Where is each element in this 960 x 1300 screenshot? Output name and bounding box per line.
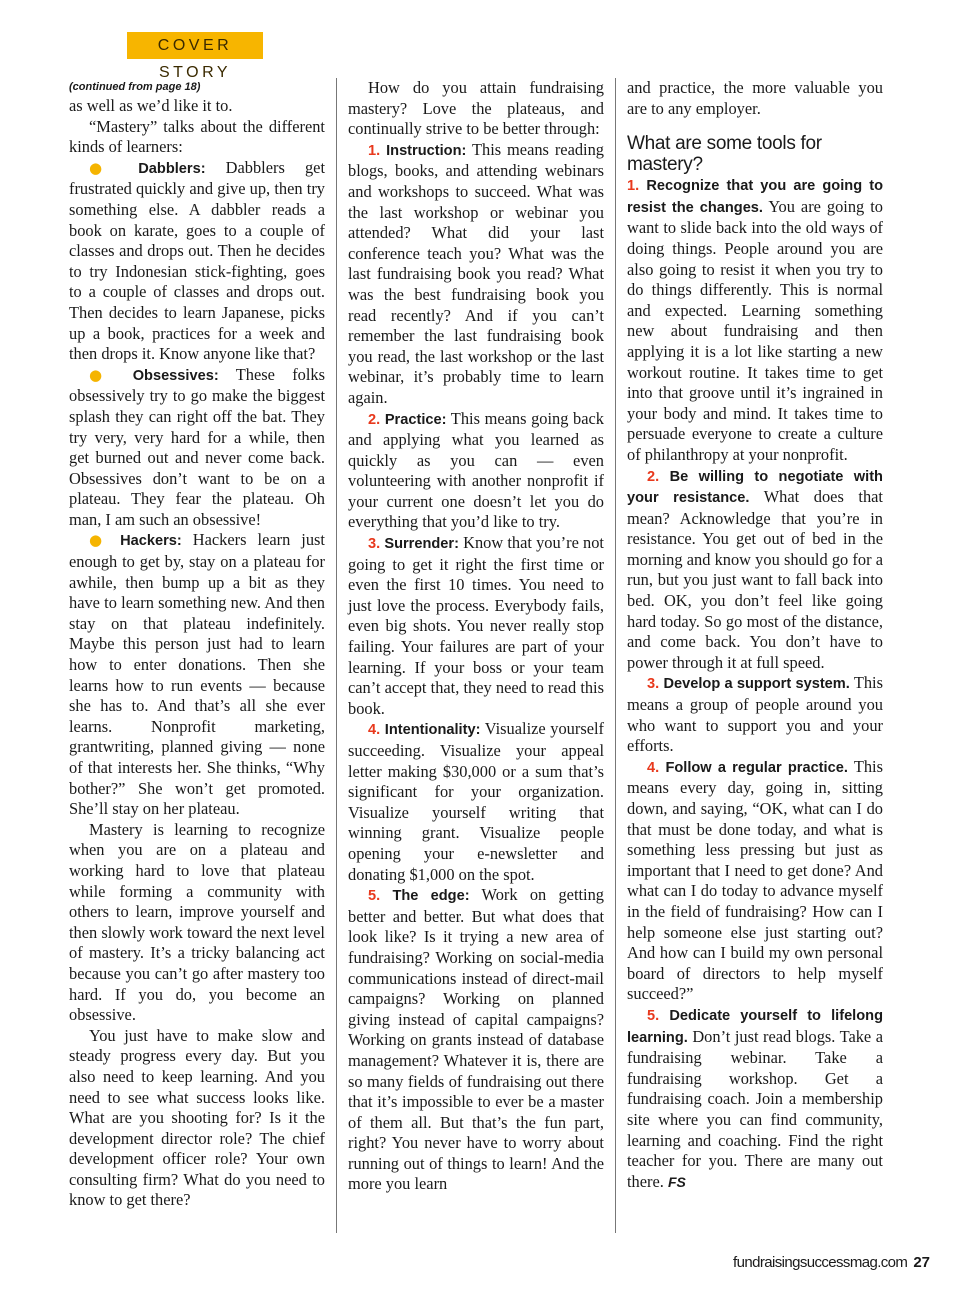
item-text: This means every day, going in, sitting down, and saying, “OK, what can I do that must be done today, and what is something less pressing but just as important that I need to get done? And what can I do today to advance myself in the field of fundraising? How can I help someone else just starting out? And how can I build my own personal board of directors to help myself succeed?” [627, 756, 883, 1004]
numbered-item [348, 533, 604, 719]
numbered-item [348, 140, 604, 409]
item-text: This means going back and applying what you learned as quickly as you can — even volunteering with another nonprofit if your current one doesn’t let you do everything that you’d like to try. [348, 408, 604, 532]
item-label: The edge: [392, 888, 470, 905]
item-label: Surrender: [384, 536, 459, 553]
section-subheading: What are some tools for mastery? [627, 133, 822, 176]
item-number: 2. [647, 468, 660, 485]
column-divider [336, 78, 337, 1233]
end-mark: FS [667, 1173, 686, 1190]
item-number: 4. [647, 759, 660, 776]
bullet-dot-icon: ● [89, 365, 116, 384]
item-number: 3. [647, 676, 660, 693]
continued-note: (continued from page 18) [69, 81, 201, 93]
item-text: What does that mean? Acknowledge that you’re in resistance. You get out of bed in the morning and know you should go for a run, but you just want to fall back into bed. OK, you don’t feel like going hard today. So go most of the distance, and come back. You don’t have to power through it at full speed. [627, 487, 883, 672]
footer-site: fundraisingsuccessmag.com [733, 1254, 908, 1271]
item-label: Be willing to negotiate with your resistance. [627, 468, 883, 507]
paragraph: as well as we’d like it to. [69, 96, 233, 115]
page-footer [733, 1254, 930, 1271]
item-label: Dedicate yourself to lifelong learning. [627, 1007, 883, 1046]
page-number: 27 [913, 1254, 930, 1271]
item-text: Work on getting better and better. But what does that look like? Is it trying a new area of fundraising? Working on social-media communications instead of direct-mail campaigns? Working on planned giving instead of capital campaigns? Working on grants instead of database management? Whatever it is, there are so many fields of fundraising out there that it’s impossible to ever be a master of them all. But that’s the fun part, right? You never have to worry about running out of things to learn! And the more you learn [348, 885, 605, 1194]
item-label: Follow a regular practice. [665, 759, 848, 776]
bullet-text: These folks obsessively try to go make the biggest splash they can right off the bat. They try very, very hard for a while, then get burned out and never come back. Obsessives don’t want to be on a plateau. They fear the plateau. Oh man, I am such an obsessive! [69, 364, 325, 529]
column-divider [615, 78, 616, 1233]
item-number: 4. [368, 722, 381, 739]
bullet-item-dabblers [69, 158, 325, 365]
numbered-item [348, 409, 604, 534]
article-column-2 [348, 78, 604, 1195]
section-banner: COVER STORY [127, 32, 263, 59]
bullet-dot-icon: ● [89, 158, 119, 177]
numbered-item [627, 175, 883, 465]
item-text: This means reading blogs, books, and attending webinars and workshops to succeed. What was the last workshop or webinar you attended? What did your last conference teach you? What was the last fundraising book you read? What was the best fundraising book you read recently? And if you can’t remember the last fundraising book you read, the last workshop or the last webinar, it’s probably time to learn again. [348, 139, 604, 407]
bullet-text: Dabblers get frustrated quickly and give up, then try something else. A dabbler reads a book on karate, goes to a couple of classes and drops out. Then he decides to try Indonesian stick-fighting, goes to a couple of classes and drops out. Then decides to learn Japanese, picks up a book, practices for a week and then drops it. Know anyone like that? [69, 157, 325, 364]
numbered-item [627, 1005, 883, 1192]
numbered-item [627, 757, 883, 1005]
bullet-item-hackers [69, 530, 325, 819]
item-number: 5. [647, 1007, 660, 1024]
numbered-item [348, 885, 604, 1195]
item-text: This means a group of people around you who want to support you and your efforts. [627, 673, 883, 756]
item-label: Practice: [384, 411, 447, 428]
bullet-label: Hackers: [120, 533, 182, 550]
item-text: Know that you’re not going to get it right the first time or even the first 10 times. You need to just love the process. Everybody fails, even big shots. You never really stop failing. Your failures are part of your learning. If your boss or your team can’t accept that, they need to read this book. [348, 533, 604, 718]
paragraph: and practice, the more valuable you are to any employer. [627, 78, 883, 118]
item-number: 2. [368, 411, 381, 428]
bullet-label: Dabblers: [138, 160, 206, 177]
item-label: Develop a support system. [663, 676, 850, 693]
bullet-text: Hackers learn just enough to get by, stay on a plateau for awhile, then bump up a bit as they have to learn something new. And then stay on that plateau indefinitely. Maybe this person just had to learn how to enter donations. Then she learns how to run events — because she has to. And that’s all she ever learns. Nonprofit marketing, grantwriting, planned giving — none of that interests her. She thinks, “Why bother?” She won’t get promoted. She’ll stay on her plateau. [69, 530, 325, 819]
item-label: Instruction: [386, 142, 467, 159]
item-text: You are going to want to slide back into the old ways of doing things. People around you are also going to resist it when you try to do things differently. This is normal and expected. Learning something new about fundraising and then applying it is a lot like starting a new workout routine. It takes time to get into that groove until it’s ingrained in your body and mind. It takes time to persuade everyone to create a culture of philanthropy at your nonprofit. [627, 196, 883, 464]
paragraph: “Mastery” talks about the different kinds of learners: [69, 116, 325, 157]
numbered-item [627, 673, 883, 756]
bullet-dot-icon: ● [89, 531, 110, 550]
numbered-item [627, 466, 883, 674]
paragraph: Mastery is learning to recognize when you are on a plateau and working hard to love that plateau while forming a community with others to learn, improve yourself and then slowly work toward the next level of mastery. It’s a tricky balancing act because you can’t go after mastery too hard. If you do, you become an obsessive. [69, 819, 325, 1025]
article-column-3 [627, 78, 883, 1192]
item-text: Don’t just read blogs. Take a fundraising webinar. Take a fundraising workshop. Get a fundraising coach. Join a membership site where you can find community, learning and coaching. Find the right teacher for you. There are many out there. [627, 1026, 883, 1191]
item-number: 3. [368, 536, 381, 553]
paragraph: You just have to make slow and steady progress every day. But you also need to keep learning. And you need to see what success looks like. What are you shooting for? Is it the development director role? The chief development officer role? Your own consulting firm? What do you need to know to get there? [69, 1025, 325, 1210]
bullet-item-obsessives [69, 365, 325, 531]
item-number: 5. [368, 888, 381, 905]
paragraph: How do you attain fundraising mastery? Love the plateaus, and continually strive to be better through: [348, 78, 604, 139]
bullet-label: Obsessives: [132, 367, 219, 384]
numbered-item [348, 719, 604, 885]
item-number: 1. [368, 142, 381, 159]
item-label: Intentionality: [384, 722, 481, 739]
item-label: Recognize that you are going to resist the changes. [627, 178, 883, 216]
item-number: 1. [627, 178, 640, 195]
item-text: Visualize yourself succeeding. Visualize your appeal letter making $30,000 or a sum that’s significant for your organization. Visualize yourself writing that winning grant. Visualize people opening your e-newsletter and donating $1,000 on the spot. [348, 719, 604, 884]
article-column-1 [69, 78, 325, 1211]
